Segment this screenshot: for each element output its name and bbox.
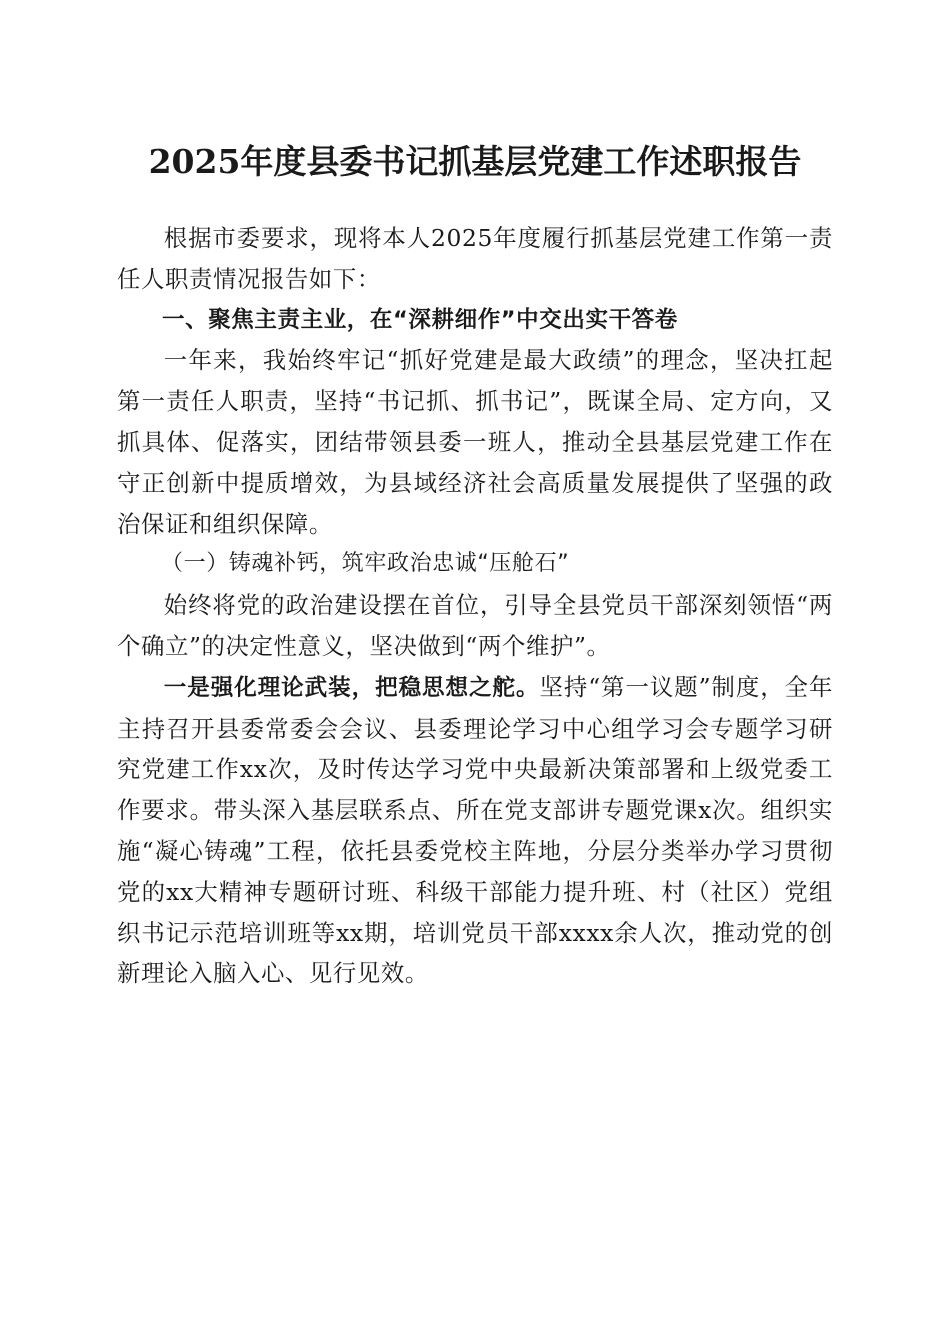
subsection-heading: （一）铸魂补钙，筑牢政治忠诚“压舱石” (161, 551, 570, 577)
point-lead: 一是强化理论武装，把稳思想之舵。 (163, 674, 540, 701)
point-paragraph (117, 667, 833, 994)
intro-paragraph: 根据市委要求，现将本人2025年度履行抓基层党建工作第一责任人职责情况报告如下： (117, 224, 833, 293)
point-body: 坚持“第一议题”制度，全年主持召开县委常委会会议、县委理论学习中心组学习会专题学习研究党建工作xx次，及时传达学习党中央最新决策部署和上级党委工作要求。带头深入基层联系点、所在党支部讲专题党课x次。组织实施“凝心铸魂”工程，依托县委党校主阵地，分层分类举办学习贯彻党的xx大精神专题研讨班、科级干部能力提升班、村（社区）党组织书记示范培训班等xx期，培训党员干部xxxx余人次，推动党的创新理论入脑入心、见行见效。 (117, 672, 833, 988)
document-body (117, 218, 833, 994)
document-title: 2025年度县委书记抓基层党建工作述职报告 (148, 142, 802, 181)
section-heading: 一、聚焦主责主业，在“深耕细作”中交出实干答卷 (162, 306, 678, 333)
subsection-paragraph: 始终将党的政治建设摆在首位，引导全县党员干部深刻领悟“两个确立”的决定性意义，坚决做到“两个维护”。 (117, 591, 833, 660)
section-paragraph: 一年来，我始终牢记“抓好党建是最大政绩”的理念，坚决扛起第一责任人职责，坚持“书记抓、抓书记”，既谋全局、定方向，又抓具体、促落实，团结带领县委一班人，推动全县基层党建工作在守正创新中提质增效，为县域经济社会高质量发展提供了坚强的政治保证和组织保障。 (117, 346, 833, 538)
